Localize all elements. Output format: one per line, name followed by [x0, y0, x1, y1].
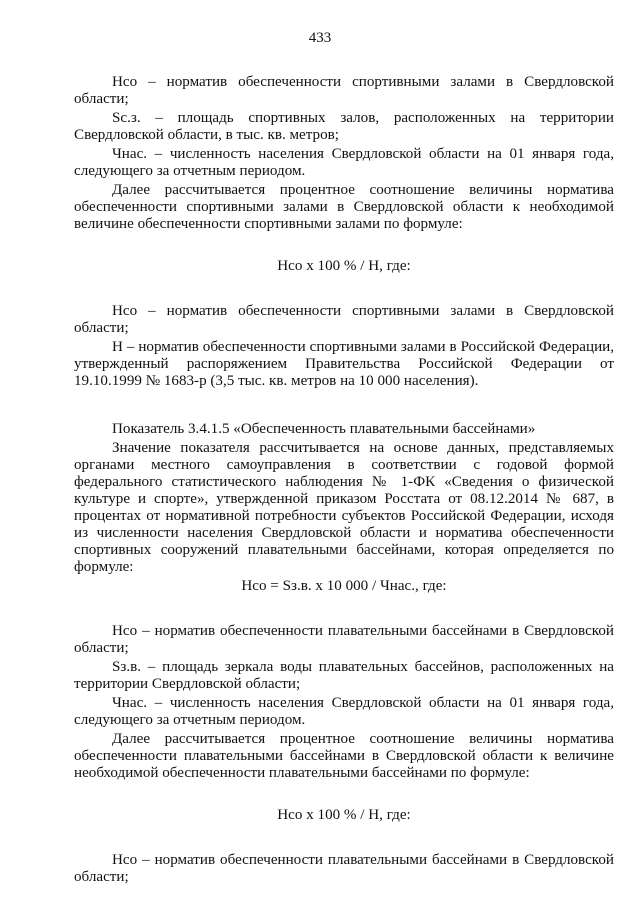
formula-ratio-pools: Нсо х 100 % / Н, где:	[277, 807, 411, 823]
definition-hso-pools: Нсо – норматив обеспеченности плавательными бассейнами в Свердловской области;	[74, 623, 614, 656]
page-number: 433	[308, 30, 332, 46]
definition-hso-pools-2: Нсо – норматив обеспеченности плавательными бассейнами в Свердловской области;	[74, 852, 614, 885]
indicator-description: Значение показателя рассчитывается на основе данных, представляемых органами местного самоуправления в соответствии с годовой формой федерального статистического наблюдения № 1-ФК «Сведения о физической культуре и спорте», утвержденной приказом Росстата от 08.12.2014 № 687, в процентах от нормативной потребности субъектов Российской Федерации, исходя из численности населения Свердловской области и норматива обеспеченности спортивных сооружений плавательными бассейнами, которая определяется по формуле:	[74, 440, 614, 575]
definition-hso-halls: Нсо – норматив обеспеченности спортивными залами в Свердловской области;	[74, 74, 614, 107]
definition-chnas: Чнас. – численность населения Свердловской области на 01 января года, следующего за отчетным периодом.	[74, 146, 614, 179]
calculation-paragraph-pools: Далее рассчитывается процентное соотношение величины норматива обеспеченности плавательными бассейнами в Свердловской области к величине необходимой обеспеченности плавательными бассейнами по формуле:	[74, 731, 614, 781]
calculation-paragraph: Далее рассчитывается процентное соотношение величины норматива обеспеченности спортивными залами в Свердловской области к необходимой величине обеспеченности спортивными залами по формуле:	[74, 182, 614, 232]
document-body	[74, 74, 614, 886]
definition-sc-z: Sc.з. – площадь спортивных залов, расположенных на территории Свердловской области, в тыс. кв. метров;	[74, 110, 614, 143]
indicator-heading: Показатель 3.4.1.5 «Обеспеченность плавательными бассейнами»	[112, 421, 536, 437]
formula-ratio: Нсо х 100 % / Н, где:	[277, 258, 411, 274]
formula-pools: Нсо = Sз.в. х 10 000 / Чнас., где:	[241, 578, 447, 594]
definition-chnas-2: Чнас. – численность населения Свердловской области на 01 января года, следующего за отчетным периодом.	[74, 695, 614, 728]
definition-sz-v: Sз.в. – площадь зеркала воды плавательных бассейнов, расположенных на территории Свердловской области;	[74, 659, 614, 692]
definition-hso-halls-2: Нсо – норматив обеспеченности спортивными залами в Свердловской области;	[74, 303, 614, 336]
definition-h-norm: Н – норматив обеспеченности спортивными залами в Российской Федерации, утвержденный распоряжением Правительства Российской Федерации от 19.10.1999 № 1683-р (3,5 тыс. кв. метров на 10 000 населения).	[74, 339, 614, 389]
